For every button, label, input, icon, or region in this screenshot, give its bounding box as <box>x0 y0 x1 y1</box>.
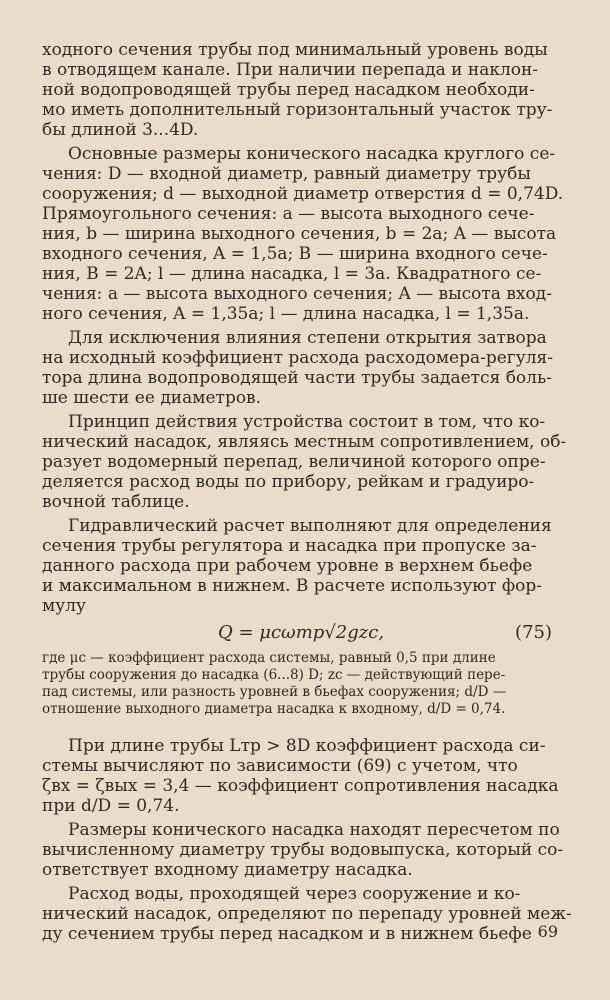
text-line: ния, b — ширина выходного сечения, b = 2a; A — высота <box>42 224 557 244</box>
paragraph-gate-influence <box>42 328 558 408</box>
text-line: трубы сооружения до насадка (6...8) D; zc — действующий пере- <box>42 667 506 683</box>
text-line: При длине трубы Lтр > 8D коэффициент расхода си- <box>68 736 546 756</box>
text-line: ния, B = 2A; l — длина насадка, l = 3a. Квадратного се- <box>42 264 542 284</box>
paragraph-nozzle-size <box>42 820 564 880</box>
paragraph-continued <box>42 40 558 140</box>
text-line: чения: D — входной диаметр, равный диаметру трубы <box>42 164 531 184</box>
text-line: при d/D = 0,74. <box>42 796 180 816</box>
text-line: пад системы, или разность уровней в бьефах сооружения; d/D — <box>42 684 507 700</box>
paragraph-flow-rate <box>42 884 572 944</box>
text-line: ше шести ее диаметров. <box>42 388 262 408</box>
text-line: Основные размеры конического насадка круглого се- <box>68 144 556 164</box>
text-line: ного сечения, A = 1,35a; l — длина насадка, l = 1,35a. <box>42 304 530 324</box>
formula-explanation <box>42 650 558 718</box>
text-line: мулу <box>42 596 87 616</box>
text-line: нический насадок, определяют по перепаду уровней меж- <box>42 904 572 924</box>
text-line: нический насадок, являясь местным сопротивлением, об- <box>42 432 567 452</box>
formula-expression: Q = μcωтр√2gzc, <box>218 622 385 643</box>
text-line: Прямоугольного сечения: a — высота выходного сече- <box>42 204 535 224</box>
text-line: отношение выходного диаметра насадка к входному, d/D = 0,74. <box>42 701 506 717</box>
text-line: Расход воды, проходящей через сооружение и ко- <box>68 884 521 904</box>
text-line: Для исключения влияния степени открытия затвора <box>68 328 547 348</box>
text-line: вочной таблице. <box>42 492 190 512</box>
text-line: ходного сечения трубы под минимальный уровень воды <box>42 40 548 60</box>
paragraph-pipe-length <box>42 736 558 816</box>
text-line: Гидравлический расчет выполняют для определения <box>68 516 552 536</box>
text-line: стемы вычисляют по зависимости (69) с учетом, что <box>42 756 518 776</box>
text-line: ответствует входному диаметру насадка. <box>42 860 413 880</box>
paragraph-nozzle-dimensions <box>42 144 564 324</box>
text-line: в отводящем канале. При наличии перепада и наклон- <box>42 60 539 80</box>
text-line: разует водомерный перепад, величиной которого опре- <box>42 452 546 472</box>
text-line: деляется расход воды по прибору, рейкам и градуиро- <box>42 472 535 492</box>
text-line: ду сечением трубы перед насадком и в нижнем бьефе <box>42 924 532 944</box>
text-line: Размеры конического насадка находят пересчетом по <box>68 820 560 840</box>
paragraph-hydraulic-calc <box>42 516 558 616</box>
text-line: тора длина водопроводящей части трубы задается боль- <box>42 368 552 388</box>
page-number: 69 <box>537 922 558 941</box>
text-line: и максимальном в нижнем. В расчете используют фор- <box>42 576 542 596</box>
text-line: сооружения; d — выходной диаметр отверстия d = 0,74D. <box>42 184 564 204</box>
text-line: входного сечения, A = 1,5a; B — ширина входного сече- <box>42 244 548 264</box>
text-line: сечения трубы регулятора и насадка при пропуске за- <box>42 536 537 556</box>
text-line: чения: a — высота выходного сечения; A — высота вход- <box>42 284 552 304</box>
text-line: данного расхода при рабочем уровне в верхнем бьефе <box>42 556 533 576</box>
text-line: Принцип действия устройства состоит в том, что ко- <box>68 412 546 432</box>
text-line: мо иметь дополнительный горизонтальный участок тру- <box>42 100 553 120</box>
formula-number: (75) <box>515 622 552 643</box>
text-line: бы длиной 3...4D. <box>42 120 199 140</box>
text-line: на исходный коэффициент расхода расходомера-регуля- <box>42 348 553 368</box>
text-line: где μc — коэффициент расхода системы, равный 0,5 при длине <box>42 650 496 666</box>
text-line: ζвх = ζвых = 3,4 — коэффициент сопротивления насадка <box>42 776 559 796</box>
text-line: ной водопроводящей трубы перед насадком необходи- <box>42 80 535 100</box>
text-line: вычисленному диаметру трубы водовыпуска, который со- <box>42 840 564 860</box>
paragraph-operating-principle <box>42 412 567 512</box>
formula-75 <box>42 618 558 648</box>
